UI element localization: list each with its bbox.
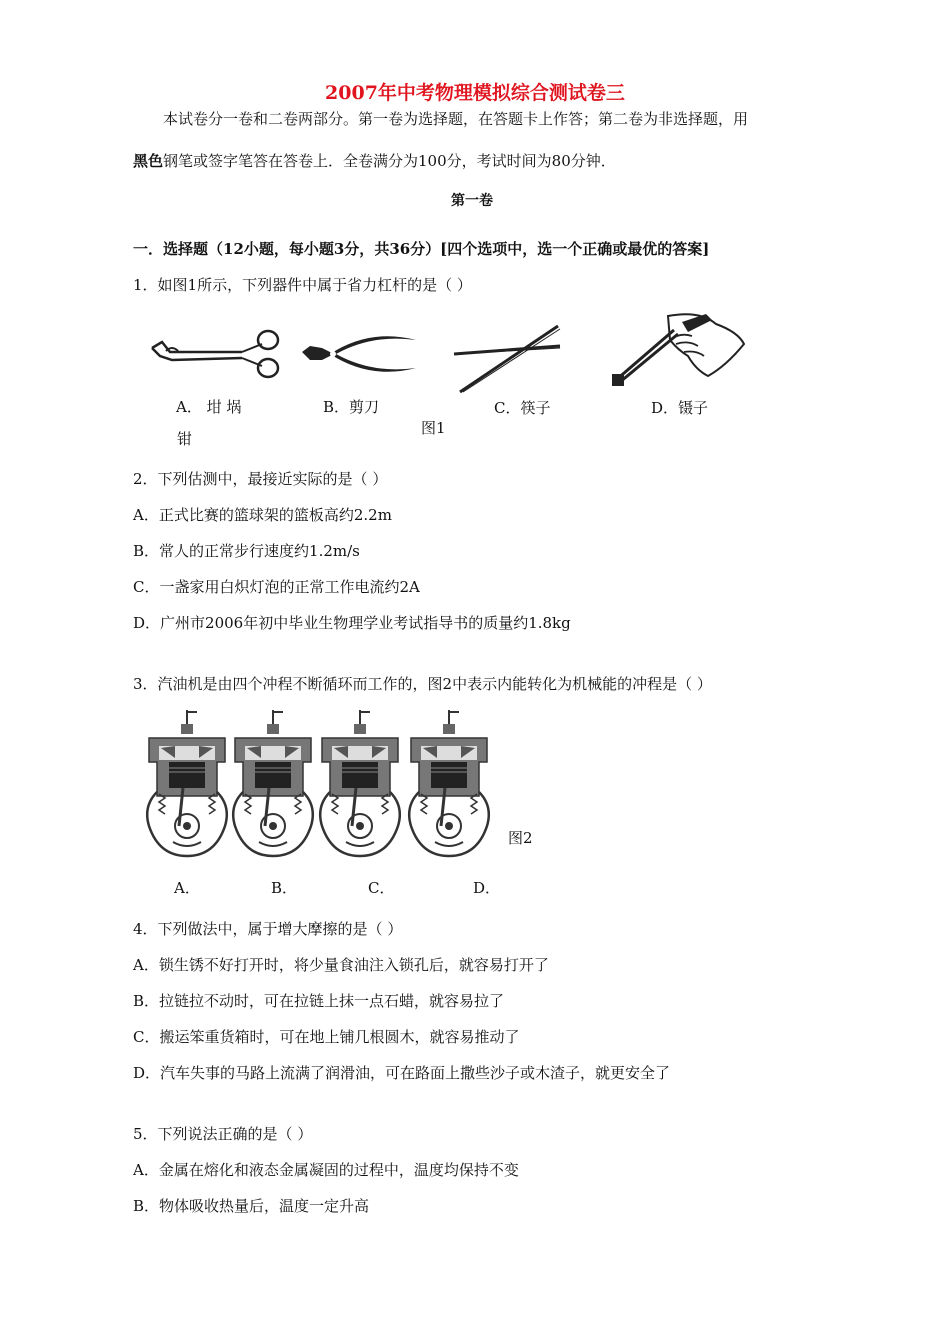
q3-label-d: D．	[473, 879, 501, 897]
q1-label-b: B．剪刀	[323, 398, 380, 416]
q2-stem: 2．下列估测中，最接近实际的是（ ）	[133, 470, 388, 488]
q1-label-a: A． 坩 埚	[176, 398, 242, 416]
q3-stem: 3．汽油机是由四个冲程不断循环而工作的，图2中表示内能转化为机械能的冲程是（ ）	[133, 675, 712, 693]
figure-1-caption: 图1	[421, 419, 446, 437]
tweezers-hand-icon	[608, 310, 748, 390]
scissors-icon	[300, 332, 418, 376]
document-title: 2007年中考物理模拟综合测试卷三	[325, 82, 625, 104]
q5-stem: 5．下列说法正确的是（ ）	[133, 1125, 313, 1143]
q4-option-c: C．搬运笨重货箱时，可在地上铺几根圆木，就容易推动了	[133, 1028, 520, 1046]
section-heading: 一．选择题（12小题，每小题3分，共36分）[四个选项中，选一个正确或最优的答案]	[133, 240, 710, 258]
q5-option-b: B．物体吸收热量后，温度一定升高	[133, 1197, 370, 1215]
intro-line-1: 本试卷分一卷和二卷两部分。第一卷为选择题，在答题卡上作答；第二卷为非选择题，用	[163, 110, 749, 128]
q3-label-a: A．	[174, 879, 200, 897]
q2-option-c: C．一盏家用白炽灯泡的正常工作电流约2A	[133, 578, 420, 596]
q1-label-c: C．筷子	[494, 399, 551, 417]
part-title: 第一卷	[451, 193, 493, 209]
intro-line-2-rest: 钢笔或签字笔答在答卷上．全卷满分为100分，考试时间为80分钟．	[163, 152, 616, 170]
q4-option-a: A．锁生锈不好打开时，将少量食油注入锁孔后，就容易打开了	[133, 956, 549, 974]
engine-stroke-c-icon	[318, 710, 402, 860]
q2-option-d: D．广州市2006年初中毕业生物理学业考试指导书的质量约1.8kg	[133, 614, 571, 632]
engine-stroke-b-icon	[231, 710, 315, 860]
q5-option-a: A．金属在熔化和液态金属凝固的过程中，温度均保持不变	[133, 1161, 519, 1179]
figure-2-caption: 图2	[508, 829, 533, 847]
q1-label-d: D．镊子	[651, 399, 709, 417]
q3-label-c: C．	[368, 879, 395, 897]
q1-stem: 1．如图1所示，下列器件中属于省力杠杆的是（ ）	[133, 276, 472, 294]
q4-stem: 4．下列做法中，属于增大摩擦的是（ ）	[133, 920, 403, 938]
q2-option-b: B．常人的正常步行速度约1.2m/s	[133, 542, 360, 560]
q2-option-a: A．正式比赛的篮球架的篮板高约2.2m	[133, 506, 392, 524]
q4-option-b: B．拉链拉不动时，可在拉链上抹一点石蜡，就容易拉了	[133, 992, 505, 1010]
q4-option-d: D．汽车失事的马路上流满了润滑油，可在路面上撒些沙子或木渣子，就更安全了	[133, 1064, 671, 1082]
engine-stroke-a-icon	[145, 710, 229, 860]
intro-emphasis: 黑色	[133, 152, 164, 170]
intro-line-2	[133, 150, 616, 171]
engine-stroke-d-icon	[407, 710, 491, 860]
crucible-tongs-icon	[150, 322, 282, 380]
chopsticks-icon	[450, 322, 562, 394]
q1-label-a-wrap: 钳	[177, 430, 193, 448]
q3-label-b: B．	[271, 879, 298, 897]
